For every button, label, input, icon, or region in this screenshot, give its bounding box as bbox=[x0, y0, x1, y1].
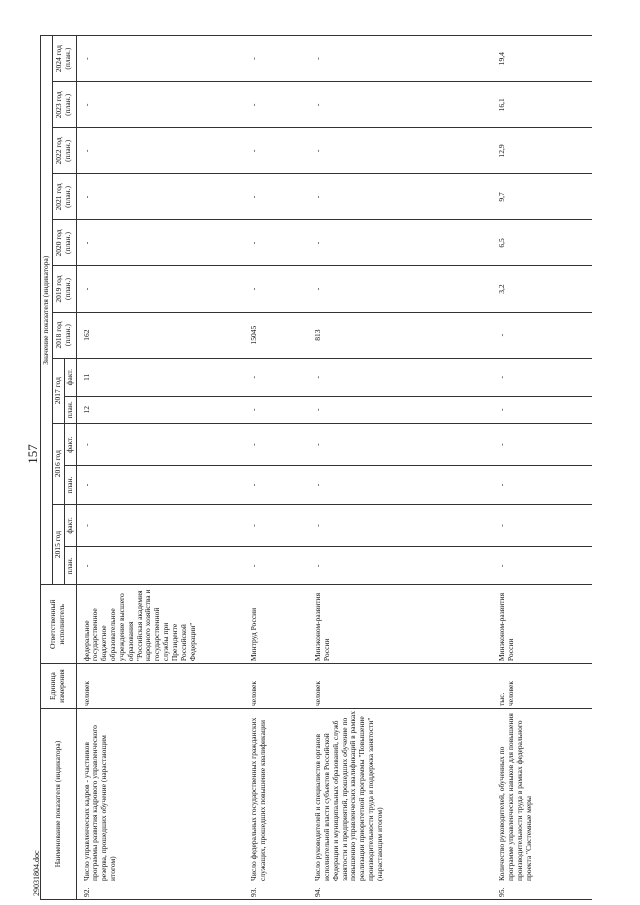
cell-value: - bbox=[308, 266, 492, 312]
row-responsible: Минэконом-развития России bbox=[492, 585, 592, 664]
row-responsible: Минтруд России bbox=[244, 585, 308, 664]
page-number: 157 bbox=[25, 444, 40, 464]
header-name: Наименование показателя (индикатора) bbox=[41, 709, 77, 900]
cell-value: - bbox=[76, 220, 244, 266]
cell-value: 12 bbox=[76, 396, 244, 423]
cell-value: - bbox=[308, 36, 492, 82]
row-number: 93. bbox=[249, 887, 259, 897]
cell-value: - bbox=[244, 547, 308, 585]
row-name bbox=[244, 709, 308, 900]
cell-value: 19,4 bbox=[492, 36, 592, 82]
header-unit: Единица измерения bbox=[41, 664, 77, 709]
header-2016-plan: план. bbox=[64, 466, 76, 504]
header-2015-plan: план. bbox=[64, 547, 76, 585]
cell-value: - bbox=[244, 423, 308, 466]
header-2015-fact: факт. bbox=[64, 504, 76, 547]
cell-value: 3,2 bbox=[492, 266, 592, 312]
cell-value: - bbox=[492, 312, 592, 358]
row-name bbox=[308, 709, 492, 900]
row-unit: человек bbox=[308, 664, 492, 709]
cell-value: - bbox=[76, 128, 244, 174]
row-name-text: Количество руководителей, обученных по программе управленческих навыков для повышения производительности труда в рамках федерального проекта "Системные меры bbox=[497, 713, 533, 881]
row-unit: человек bbox=[76, 664, 244, 709]
header-2017: 2017 год bbox=[52, 358, 64, 423]
cell-value: - bbox=[76, 82, 244, 128]
cell-value: - bbox=[308, 547, 492, 585]
cell-value: - bbox=[244, 128, 308, 174]
header-2019: 2019 год (план.) bbox=[52, 266, 76, 312]
header-2015: 2015 год bbox=[52, 504, 64, 585]
cell-value: - bbox=[492, 504, 592, 547]
cell-value: - bbox=[244, 82, 308, 128]
cell-value: - bbox=[308, 174, 492, 220]
header-2018: 2018 год (план.) bbox=[52, 312, 76, 358]
cell-value: - bbox=[308, 423, 492, 466]
row-number: 92. bbox=[81, 887, 91, 897]
header-2021: 2021 год (план.) bbox=[52, 174, 76, 220]
header-values-group: Значение показателя (индикатора) bbox=[41, 36, 53, 585]
cell-value: - bbox=[308, 466, 492, 504]
cell-value: - bbox=[244, 504, 308, 547]
cell-value: - bbox=[308, 82, 492, 128]
cell-value: - bbox=[308, 396, 492, 423]
header-2016-fact: факт. bbox=[64, 423, 76, 466]
cell-value: 12,9 bbox=[492, 128, 592, 174]
row-name-text: Число федеральных государственных гражданских служащих, прошедших повышение квалификации bbox=[249, 717, 267, 881]
cell-value: - bbox=[244, 220, 308, 266]
row-number: 94. bbox=[313, 887, 323, 897]
cell-value: 6,5 bbox=[492, 220, 592, 266]
cell-value: - bbox=[492, 396, 592, 423]
row-name bbox=[492, 709, 592, 900]
cell-value: - bbox=[76, 423, 244, 466]
table-row bbox=[308, 36, 492, 900]
cell-value: - bbox=[308, 128, 492, 174]
row-responsible: федеральное государственное бюджетное образовательное учреждение высшего образования "Российская академия народного хозяйства и государственной службы при Президенте Российской Федерации" bbox=[76, 585, 244, 664]
row-unit: человек bbox=[244, 664, 308, 709]
cell-value: 9,7 bbox=[492, 174, 592, 220]
document-code: 29031804.doc bbox=[32, 850, 41, 896]
cell-value: - bbox=[76, 466, 244, 504]
cell-value: - bbox=[76, 36, 244, 82]
table-row bbox=[492, 36, 592, 900]
cell-value: 16,1 bbox=[492, 82, 592, 128]
cell-value: - bbox=[76, 266, 244, 312]
cell-value: - bbox=[244, 358, 308, 396]
cell-value: - bbox=[492, 423, 592, 466]
header-2022: 2022 год (план.) bbox=[52, 128, 76, 174]
cell-value: 11 bbox=[76, 358, 244, 396]
indicator-table bbox=[40, 35, 592, 900]
cell-value: - bbox=[244, 396, 308, 423]
cell-value: 162 bbox=[76, 312, 244, 358]
row-number: 95. bbox=[497, 887, 507, 897]
cell-value: - bbox=[76, 174, 244, 220]
table-row bbox=[76, 36, 244, 900]
cell-value: - bbox=[308, 220, 492, 266]
cell-value: - bbox=[244, 36, 308, 82]
cell-value: - bbox=[244, 266, 308, 312]
cell-value: - bbox=[308, 504, 492, 547]
header-2020: 2020 год (план.) bbox=[52, 220, 76, 266]
row-name-text: Число управленческих кадров - участников программы развития кадрового управленческого резерва, прошедших обучение (нарастающим итогом) bbox=[81, 725, 118, 881]
header-2023: 2023 год (план.) bbox=[52, 82, 76, 128]
cell-value: - bbox=[308, 358, 492, 396]
cell-value: - bbox=[244, 466, 308, 504]
rotated-table-container bbox=[40, 35, 590, 900]
header-2016: 2016 год bbox=[52, 423, 64, 504]
cell-value: - bbox=[492, 466, 592, 504]
table-row bbox=[244, 36, 308, 900]
cell-value: 15045 bbox=[244, 312, 308, 358]
cell-value: - bbox=[76, 547, 244, 585]
cell-value: 813 bbox=[308, 312, 492, 358]
row-unit: тыс. человек bbox=[492, 664, 592, 709]
header-responsible: Ответственный исполнитель bbox=[41, 585, 77, 664]
row-responsible: Минэконом-развития России bbox=[308, 585, 492, 664]
cell-value: - bbox=[492, 547, 592, 585]
cell-value: - bbox=[244, 174, 308, 220]
row-name-text: Число руководителей и специалистов органов исполнительной власти субъектов Российской Федерации и муниципальных образований, служб занятости и предприятий, прошедших обучение по повышению управленческих квалификаций в рамках реализации приоритетной программы "Повышение производительности труда и поддержка занятости" (нарастающим итогом) bbox=[313, 711, 384, 881]
cell-value: - bbox=[492, 358, 592, 396]
header-2024: 2024 год (план.) bbox=[52, 36, 76, 82]
cell-value: - bbox=[76, 504, 244, 547]
row-name bbox=[76, 709, 244, 900]
header-2017-plan: план. bbox=[64, 396, 76, 423]
header-2017-fact: факт. bbox=[64, 358, 76, 396]
